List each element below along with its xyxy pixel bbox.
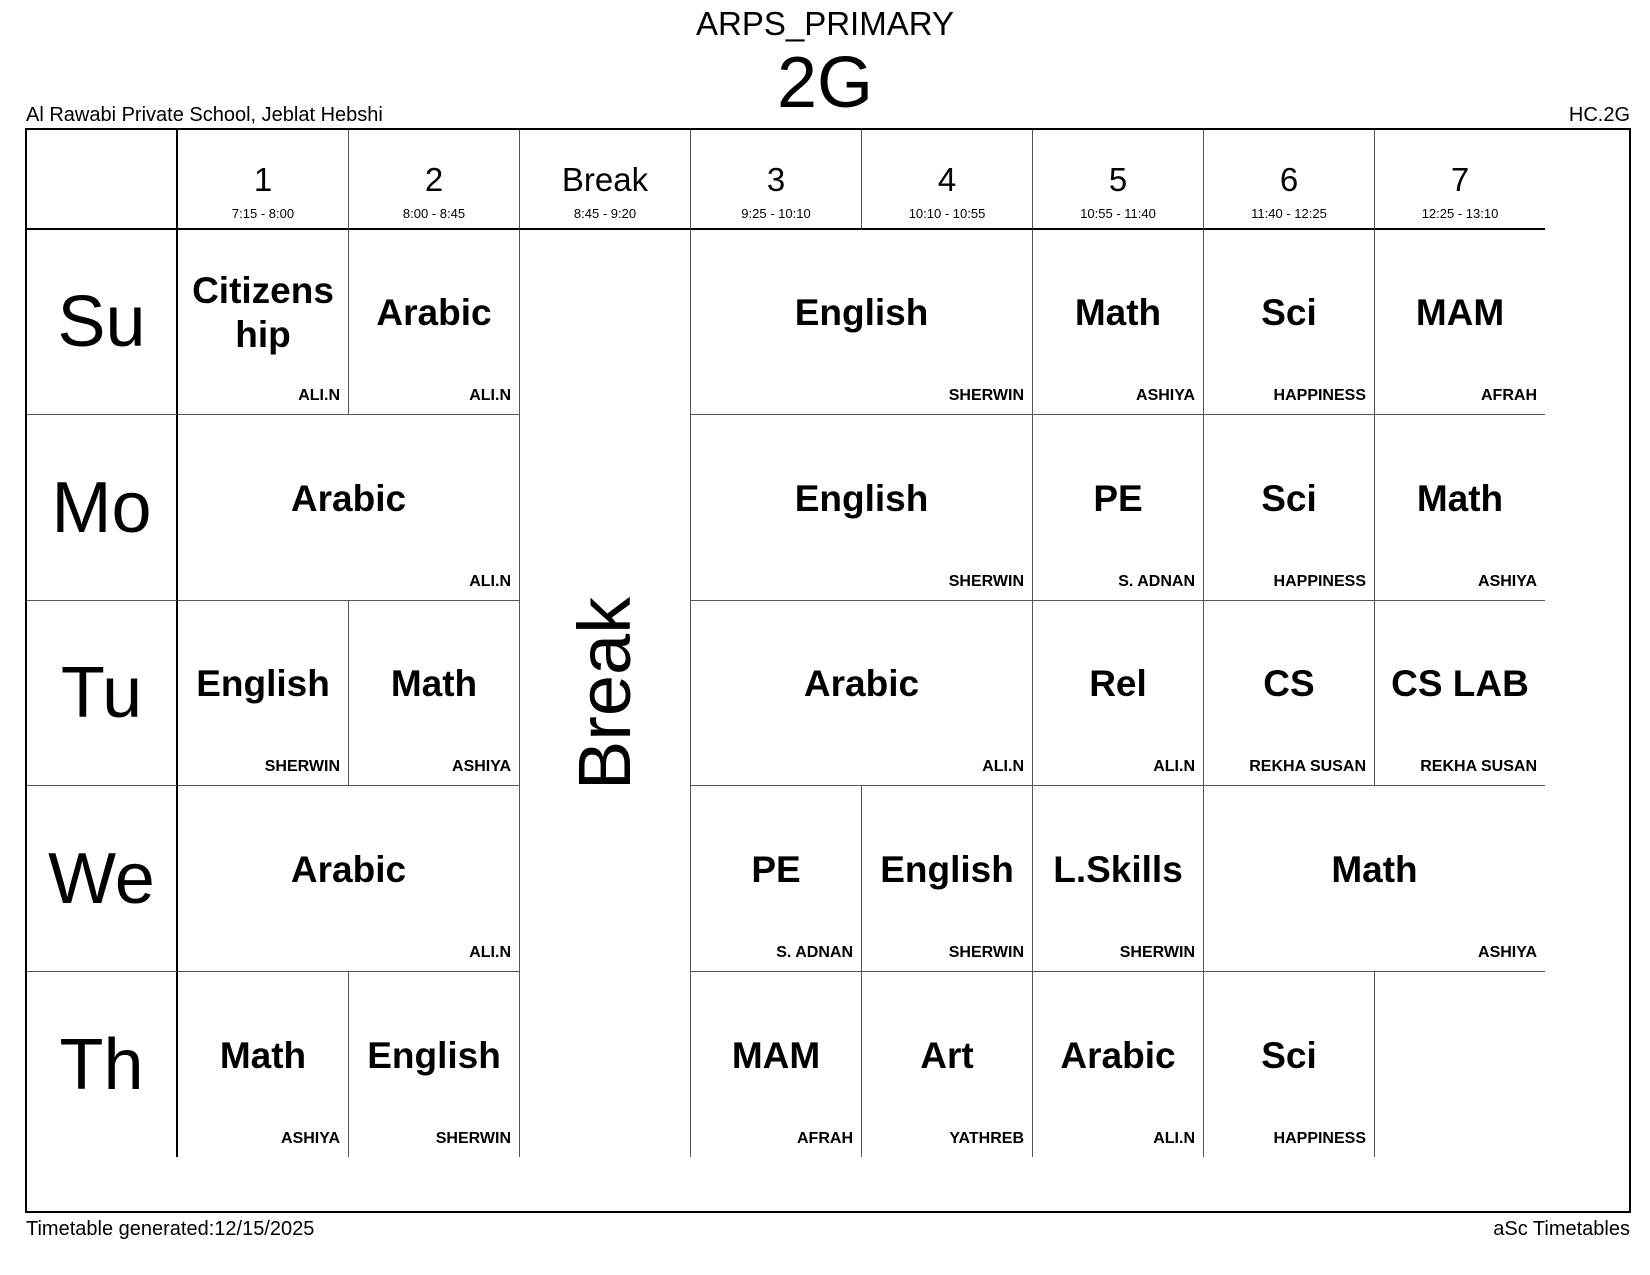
lesson-subject: PE bbox=[1093, 477, 1143, 519]
lesson-subject: Math bbox=[1074, 292, 1162, 333]
period-time: 10:55 - 11:40 bbox=[1080, 206, 1156, 221]
day-label: Mo bbox=[51, 467, 152, 548]
period-number: Break bbox=[561, 161, 649, 198]
lesson-cell[interactable] bbox=[178, 601, 349, 786]
lesson-subject: Arabic bbox=[376, 292, 492, 333]
lesson-teacher: YATHREB bbox=[949, 1130, 1024, 1147]
period-header bbox=[520, 130, 691, 230]
lesson-cell[interactable] bbox=[1204, 230, 1375, 415]
lesson-cell[interactable] bbox=[691, 601, 1033, 786]
period-number: 6 bbox=[1279, 161, 1299, 198]
lesson-subject: MAM bbox=[1415, 292, 1505, 333]
lesson-teacher: AFRAH bbox=[797, 1130, 853, 1147]
lesson-cell[interactable] bbox=[1375, 601, 1545, 786]
lesson-teacher: SHERWIN bbox=[948, 573, 1024, 590]
lesson-subject: Math bbox=[1416, 477, 1504, 519]
lesson-cell[interactable] bbox=[1375, 230, 1545, 415]
lesson-cell[interactable] bbox=[1375, 972, 1545, 1157]
lesson-subject: Citizens hip bbox=[192, 270, 334, 355]
day-label-cell bbox=[27, 230, 178, 415]
lesson-subject: Math bbox=[390, 663, 478, 704]
lesson-subject: Sci bbox=[1261, 1034, 1317, 1076]
period-header bbox=[862, 130, 1033, 230]
period-number: 4 bbox=[937, 161, 957, 198]
lesson-teacher: ALI.N bbox=[469, 944, 511, 961]
lesson-subject: English bbox=[367, 1034, 501, 1076]
lesson-cell[interactable] bbox=[691, 415, 1033, 601]
class-title: 2G bbox=[776, 43, 874, 123]
day-label-cell bbox=[27, 786, 178, 972]
lesson-subject: Math bbox=[1331, 848, 1418, 890]
lesson-cell[interactable] bbox=[1033, 601, 1204, 786]
lesson-teacher: AFRAH bbox=[1481, 387, 1537, 404]
header-corner bbox=[27, 130, 178, 230]
lesson-subject: Sci bbox=[1261, 292, 1317, 333]
lesson-subject: Sci bbox=[1261, 477, 1317, 519]
break-label: Break bbox=[563, 596, 647, 791]
lesson-cell[interactable] bbox=[862, 786, 1033, 972]
lesson-teacher: REKHA SUSAN bbox=[1420, 758, 1537, 775]
lesson-cell[interactable] bbox=[1033, 230, 1204, 415]
period-number: 1 bbox=[253, 161, 273, 198]
lesson-subject: English bbox=[196, 663, 330, 704]
lesson-cell[interactable] bbox=[862, 972, 1033, 1157]
lesson-cell[interactable] bbox=[349, 230, 520, 415]
lesson-teacher: HAPPINESS bbox=[1273, 387, 1366, 404]
break-column bbox=[520, 230, 691, 1157]
lesson-subject: Arabic bbox=[803, 663, 920, 704]
lesson-cell[interactable] bbox=[1204, 972, 1375, 1157]
lesson-subject: Arabic bbox=[1060, 1034, 1176, 1076]
lesson-cell[interactable] bbox=[178, 230, 349, 415]
lesson-cell[interactable] bbox=[178, 415, 520, 601]
lesson-cell[interactable] bbox=[691, 786, 862, 972]
lesson-cell[interactable] bbox=[349, 972, 520, 1157]
footer-brand: aSc Timetables bbox=[1493, 1218, 1630, 1240]
lesson-teacher: ASHIYA bbox=[1478, 944, 1537, 961]
lesson-teacher: SHERWIN bbox=[948, 944, 1024, 961]
lesson-cell[interactable] bbox=[1033, 415, 1204, 601]
day-label: Su bbox=[57, 282, 146, 362]
lesson-subject: Arabic bbox=[290, 848, 407, 890]
lesson-teacher: ALI.N bbox=[982, 758, 1024, 775]
break-label-wrap bbox=[520, 230, 690, 1157]
lesson-cell[interactable] bbox=[1204, 415, 1375, 601]
lesson-teacher: HAPPINESS bbox=[1273, 573, 1366, 590]
lesson-teacher: ALI.N bbox=[469, 387, 511, 404]
lesson-subject: PE bbox=[751, 848, 801, 890]
lesson-subject: English bbox=[880, 848, 1014, 890]
lesson-teacher: ASHIYA bbox=[281, 1130, 340, 1147]
period-number: 5 bbox=[1108, 161, 1128, 198]
lesson-cell[interactable] bbox=[1033, 972, 1204, 1157]
lesson-teacher: SHERWIN bbox=[264, 758, 340, 775]
lesson-teacher: ALI.N bbox=[1153, 758, 1195, 775]
lesson-teacher: ALI.N bbox=[469, 573, 511, 590]
period-header bbox=[349, 130, 520, 230]
period-header bbox=[1204, 130, 1375, 230]
lesson-subject bbox=[1381, 972, 1539, 1139]
lesson-cell[interactable] bbox=[1375, 415, 1545, 601]
period-number: 3 bbox=[766, 161, 786, 198]
period-header bbox=[178, 130, 349, 230]
period-time: 8:45 - 9:20 bbox=[573, 206, 637, 221]
day-label-cell bbox=[27, 415, 178, 601]
lesson-subject: CS LAB bbox=[1391, 663, 1529, 704]
lesson-cell[interactable] bbox=[178, 972, 349, 1157]
lesson-teacher: ALI.N bbox=[1153, 1130, 1195, 1147]
lesson-subject: Rel bbox=[1089, 663, 1147, 704]
lesson-teacher: SHERWIN bbox=[435, 1130, 511, 1147]
period-time: 7:15 - 8:00 bbox=[231, 206, 295, 221]
period-header bbox=[1033, 130, 1204, 230]
lesson-subject: L.Skills bbox=[1053, 848, 1183, 890]
lesson-teacher: ALI.N bbox=[298, 387, 340, 404]
lesson-cell[interactable] bbox=[1033, 786, 1204, 972]
lesson-subject: English bbox=[794, 292, 929, 333]
day-label-cell bbox=[27, 972, 178, 1157]
school-name: Al Rawabi Private School, Jeblat Hebshi bbox=[26, 104, 383, 126]
day-label: We bbox=[48, 838, 155, 919]
day-label: Tu bbox=[60, 653, 143, 733]
lesson-teacher: REKHA SUSAN bbox=[1249, 758, 1366, 775]
lesson-teacher: ASHIYA bbox=[452, 758, 511, 775]
lesson-cell[interactable] bbox=[1204, 786, 1545, 972]
lesson-cell[interactable] bbox=[178, 786, 520, 972]
lesson-subject: English bbox=[794, 477, 929, 519]
period-time: 12:25 - 13:10 bbox=[1421, 206, 1499, 221]
period-header bbox=[1375, 130, 1545, 230]
period-number: 2 bbox=[424, 161, 444, 198]
class-code: HC.2G bbox=[1568, 104, 1630, 126]
lesson-subject: MAM bbox=[731, 1034, 821, 1076]
period-time: 11:40 - 12:25 bbox=[1251, 206, 1327, 221]
period-header bbox=[691, 130, 862, 230]
day-label: Th bbox=[59, 1024, 144, 1105]
lesson-teacher: ASHIYA bbox=[1478, 573, 1537, 590]
lesson-subject: Art bbox=[920, 1034, 974, 1076]
lesson-teacher: SHERWIN bbox=[948, 387, 1024, 404]
period-number: 7 bbox=[1450, 161, 1470, 198]
lesson-cell[interactable] bbox=[691, 230, 1033, 415]
period-time: 10:10 - 10:55 bbox=[908, 206, 986, 221]
period-time: 8:00 - 8:45 bbox=[402, 206, 466, 221]
school-title: ARPS_PRIMARY bbox=[696, 5, 954, 42]
lesson-teacher: HAPPINESS bbox=[1273, 1130, 1366, 1147]
lesson-subject: Math bbox=[219, 1034, 307, 1076]
lesson-teacher: SHERWIN bbox=[1119, 944, 1195, 961]
lesson-cell[interactable] bbox=[1204, 601, 1375, 786]
period-time: 9:25 - 10:10 bbox=[741, 206, 811, 221]
lesson-cell[interactable] bbox=[691, 972, 862, 1157]
lesson-subject: CS bbox=[1263, 663, 1315, 704]
lesson-cell[interactable] bbox=[349, 601, 520, 786]
footer-generated-date: Timetable generated:12/15/2025 bbox=[26, 1218, 315, 1240]
lesson-subject: Arabic bbox=[290, 477, 407, 519]
lesson-teacher: S. ADNAN bbox=[776, 944, 853, 961]
lesson-teacher: S. ADNAN bbox=[1118, 573, 1195, 590]
timetable-grid bbox=[25, 128, 1631, 1213]
day-label-cell bbox=[27, 601, 178, 786]
lesson-teacher: ASHIYA bbox=[1136, 387, 1195, 404]
